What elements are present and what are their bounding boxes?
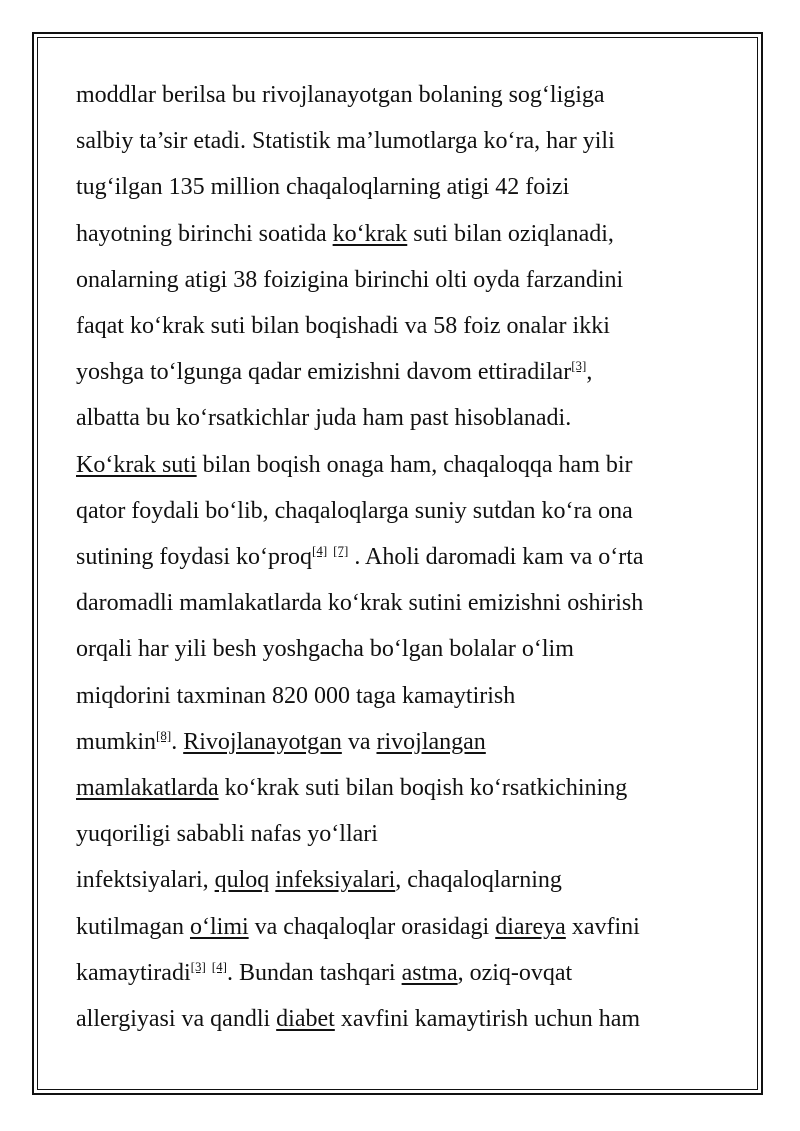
text-span: infektsiyalari, bbox=[76, 867, 215, 894]
text-line bbox=[76, 303, 726, 349]
citation-link[interactable]: [3] bbox=[190, 958, 206, 974]
hyperlink[interactable]: mamlakatlarda bbox=[76, 775, 219, 802]
hyperlink[interactable]: Ko‘krak suti bbox=[76, 451, 197, 478]
text-span: moddlar berilsa bu rivojlanayotgan bolaning sog‘ligiga bbox=[76, 82, 605, 108]
text-span: yoshga to‘lgunga qadar emizishni davom ettiradilar bbox=[76, 359, 572, 386]
text-span: hayotning birinchi soatida bbox=[76, 220, 333, 247]
text-line bbox=[76, 349, 726, 395]
text-line bbox=[76, 996, 726, 1042]
text-span: xavfini kamaytirish uchun ham bbox=[334, 1006, 641, 1033]
text-span: xavfini bbox=[565, 913, 640, 940]
text-line bbox=[76, 673, 726, 719]
text-line bbox=[76, 765, 726, 811]
hyperlink[interactable]: diareya bbox=[495, 913, 566, 940]
text-span: kamaytiradi bbox=[76, 959, 191, 986]
text-span: va bbox=[341, 728, 377, 755]
text-span: , chaqaloqlarning bbox=[395, 867, 562, 894]
text-span: . Aholi daromadi kam va o‘rta bbox=[348, 544, 644, 571]
hyperlink[interactable]: diabet bbox=[276, 1006, 335, 1033]
text-line bbox=[76, 395, 726, 441]
text-span: kutilmagan bbox=[76, 913, 190, 940]
citation-link[interactable]: [7] bbox=[333, 543, 349, 559]
hyperlink[interactable]: quloq bbox=[214, 867, 270, 894]
text-span: suti bilan oziqlanadi, bbox=[407, 220, 614, 247]
hyperlink[interactable]: astma bbox=[401, 959, 458, 986]
text-line bbox=[76, 904, 726, 950]
text-span: yuqoriligi sababli nafas yo‘llari bbox=[76, 821, 378, 848]
text-line bbox=[76, 580, 726, 626]
hyperlink[interactable]: Rivojlanayotgan bbox=[183, 728, 342, 755]
text-span: ko‘krak suti bilan boqish ko‘rsatkichining bbox=[218, 775, 628, 802]
text-line bbox=[76, 442, 726, 488]
text-line bbox=[76, 164, 726, 210]
text-span: onalarning atigi 38 foizigina birinchi olti oyda farzandini bbox=[76, 266, 624, 293]
text-span: qator foydali bo‘lib, chaqaloqlarga suniy sutdan ko‘ra ona bbox=[76, 497, 633, 524]
citation-link[interactable]: [4] bbox=[211, 958, 227, 974]
text-line bbox=[76, 811, 726, 857]
text-span: albatta bu ko‘rsatkichlar juda ham past hisoblanadi. bbox=[76, 405, 572, 432]
text-line bbox=[76, 857, 726, 903]
text-span: miqdorini taxminan 820 000 taga kamaytirish bbox=[76, 682, 516, 709]
text-line bbox=[76, 72, 726, 118]
hyperlink[interactable]: rivojlangan bbox=[376, 728, 486, 755]
text-span: salbiy ta’sir etadi. Statistik ma’lumotlarga ko‘ra, har yili bbox=[76, 128, 615, 155]
text-span: , oziq-ovqat bbox=[457, 959, 573, 986]
citation-link[interactable]: [3] bbox=[571, 358, 587, 374]
text-span: allergiyasi va qandli bbox=[76, 1006, 277, 1033]
text-line bbox=[76, 534, 726, 580]
text-line bbox=[76, 719, 726, 765]
text-span: tug‘ilgan 135 million chaqaloqlarning atigi 42 foizi bbox=[76, 174, 570, 201]
text-span: mumkin bbox=[76, 728, 157, 755]
text-span: sutining foydasi ko‘proq bbox=[76, 544, 312, 571]
text-span: , bbox=[586, 359, 593, 386]
text-span: daromadli mamlakatlarda ko‘krak sutini emizishni oshirish bbox=[76, 590, 644, 617]
document-body bbox=[76, 72, 726, 1042]
text-line bbox=[76, 488, 726, 534]
text-span: bilan boqish onaga ham, chaqaloqqa ham bir bbox=[196, 451, 633, 478]
text-line bbox=[76, 950, 726, 996]
citation-link[interactable]: [4] bbox=[311, 543, 328, 559]
text-line bbox=[76, 626, 726, 672]
text-span: . Bundan tashqari bbox=[226, 959, 402, 986]
hyperlink[interactable]: infeksiyalari bbox=[275, 867, 396, 894]
text-span: . bbox=[171, 728, 184, 755]
citation-link[interactable]: [8] bbox=[156, 727, 172, 743]
text-line bbox=[76, 257, 726, 303]
text-span: orqali har yili besh yoshgacha bo‘lgan bolalar o‘lim bbox=[76, 636, 574, 663]
text-span: faqat ko‘krak suti bilan boqishadi va 58 foiz onalar ikki bbox=[76, 313, 610, 340]
text-line bbox=[76, 118, 726, 164]
hyperlink[interactable]: ko‘krak bbox=[332, 220, 408, 247]
hyperlink[interactable]: o‘limi bbox=[189, 913, 249, 940]
text-line bbox=[76, 211, 726, 257]
text-span: va chaqaloqlar orasidagi bbox=[248, 913, 496, 940]
